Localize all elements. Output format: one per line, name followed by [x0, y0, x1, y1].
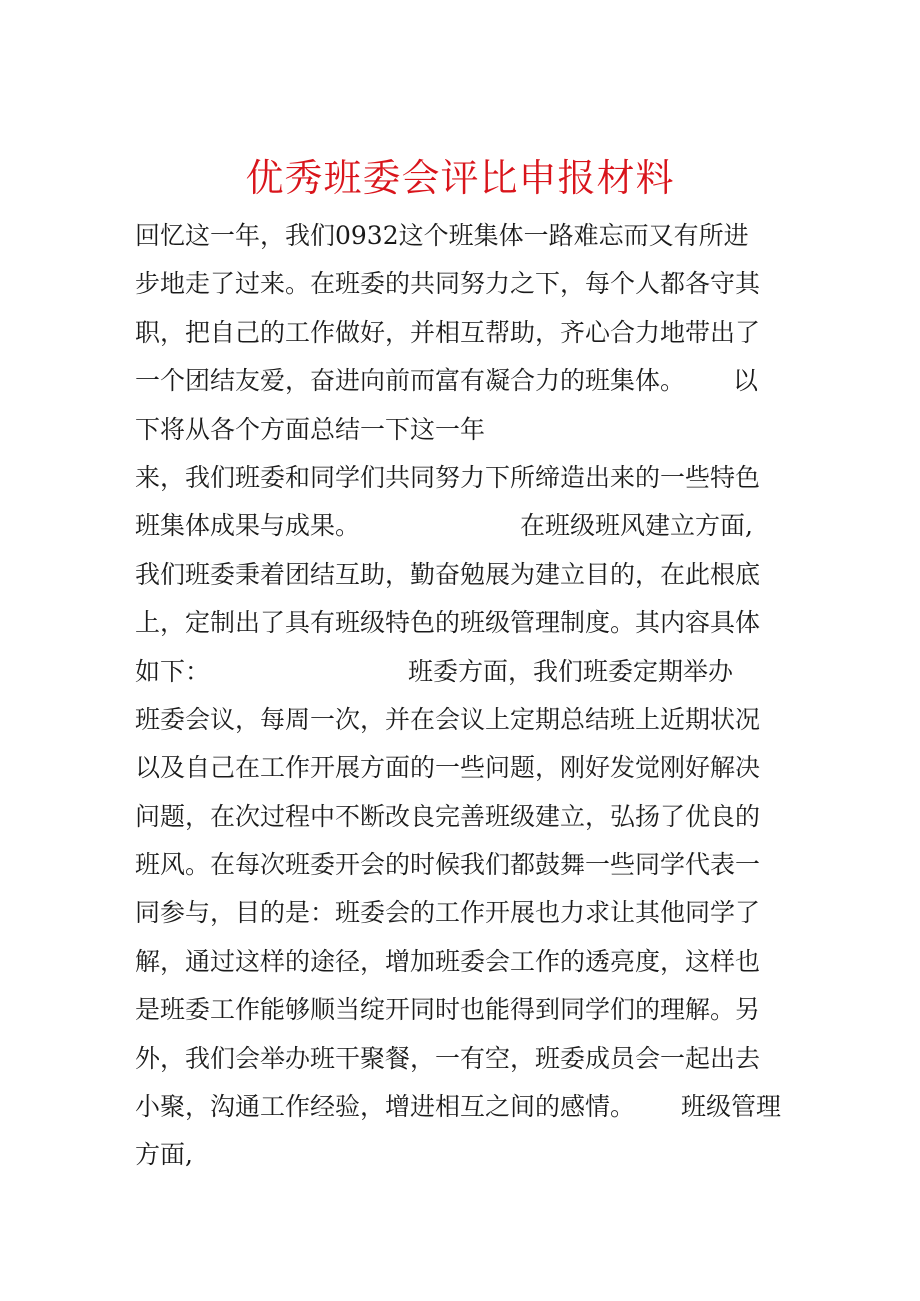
- body-line: 我们班委秉着团结互助，勤奋勉展为建立目的，在此根底: [135, 559, 761, 589]
- body-line: 外，我们会举办班干聚餐，一有空，班委成员会一起出去: [135, 1043, 761, 1073]
- body-line: [135, 502, 800, 550]
- document-title: 优秀班委会评比申报材料: [245, 156, 675, 200]
- body-line: 解，通过这样的途径，增加班委会工作的透亮度，这样也: [135, 946, 761, 976]
- body-line-segment: 班委方面，我们班委定期举办: [408, 656, 734, 686]
- body-line: 以及自己在工作开展方面的一些问题，刚好发觉刚好解决: [135, 753, 761, 783]
- body-line: 来，我们班委和同学们共同努力下所缔造出来的一些特色: [135, 462, 761, 492]
- body-line: 班风。在每次班委开会的时候我们都鼓舞一些同学代表一: [135, 850, 761, 880]
- body-line: 职，把自己的工作做好，并相互帮助，齐心合力地带出了: [135, 317, 761, 347]
- body-line-segment: 如下：: [135, 656, 211, 686]
- body-line-segment: 以: [733, 366, 759, 396]
- body-line: [135, 648, 800, 696]
- body-line: 方面,: [135, 1140, 193, 1170]
- body-line: 是班委工作能够顺当绽开同时也能得到同学们的理解。另: [135, 995, 761, 1025]
- body-line-segment: 班级管理: [681, 1092, 782, 1122]
- body-line: 班委会议，每周一次，并在会议上定期总结班上近期状况: [135, 704, 761, 734]
- body-line: 同参与，目的是：班委会的工作开展也力求让其他同学了: [135, 898, 761, 928]
- body-line: 问题，在次过程中不断改良完善班级建立，弘扬了优良的: [135, 801, 761, 831]
- body-line-segment: 小聚，沟通工作经验，增进相互之间的感情。: [135, 1092, 636, 1122]
- body-line-segment: 一个团结友爱，奋进向前而富有凝合力的班集体。: [135, 366, 686, 396]
- body-line: 下将从各个方面总结一下这一年: [135, 414, 486, 444]
- body-line: [135, 357, 800, 405]
- body-line: [135, 1083, 800, 1131]
- body-line: 步地走了过来。在班委的共同努力之下，每个人都各守其: [135, 269, 761, 299]
- body-line: 回忆这一年，我们0932这个班集体一路难忘而又有所进: [135, 221, 749, 250]
- body-line-segment: 在班级班风建立方面,: [520, 511, 753, 541]
- body-line: 上，定制出了具有班级特色的班级管理制度。其内容具体: [135, 608, 761, 638]
- body-line-segment: 班集体成果与成果。: [135, 511, 361, 541]
- document-body: [135, 212, 800, 1180]
